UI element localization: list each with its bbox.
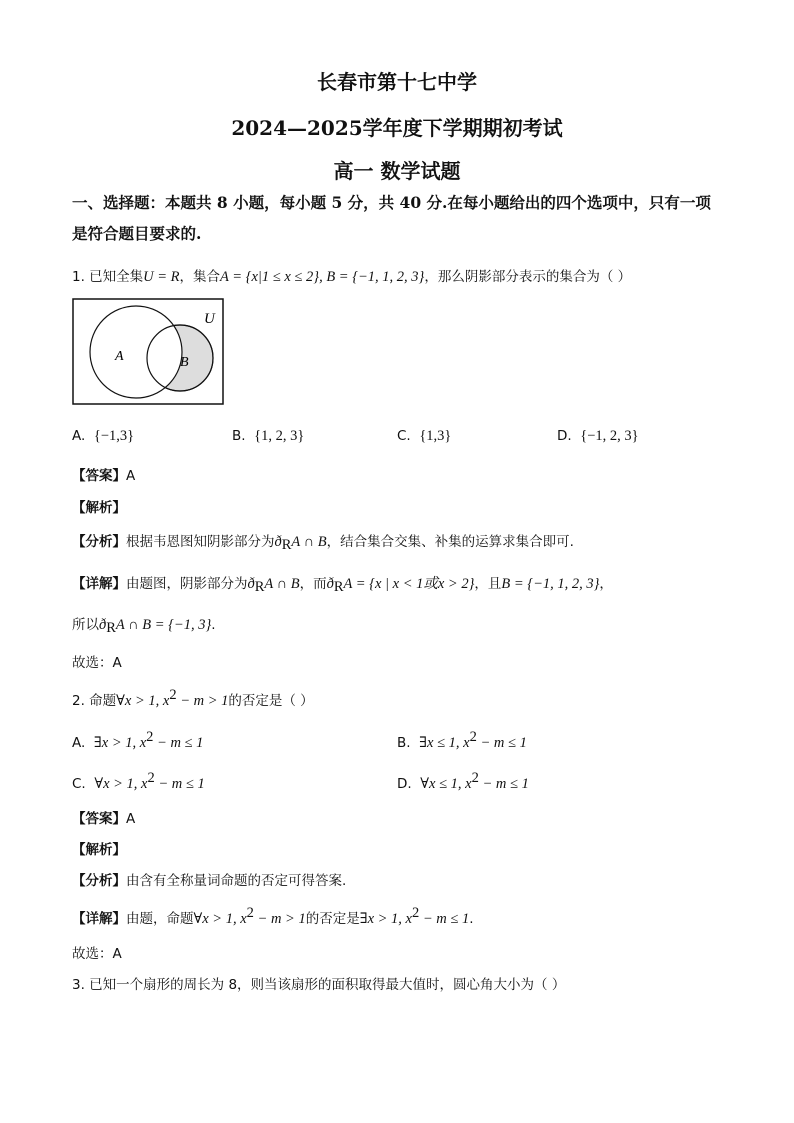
answer-value: A bbox=[126, 811, 136, 827]
q1-answer bbox=[72, 464, 135, 484]
option-value: − m ≤ 1 bbox=[476, 735, 527, 751]
detail-expression: A ∩ B bbox=[264, 576, 300, 592]
superscript: 2 bbox=[469, 729, 477, 745]
q1-set-b: , B = {−1, 1, 2, 3} bbox=[319, 269, 425, 285]
q1-stem-prefix: 1. 已知全集 bbox=[72, 269, 144, 285]
section-heading-line1: 一、选择题：本题共 8 小题，每小题 5 分，共 40 分.在每小题给出的四个选项中，只有一项 bbox=[72, 193, 711, 212]
complement-symbol: ð bbox=[326, 576, 334, 592]
detail-text: ， bbox=[599, 576, 613, 592]
option-value: {−1,3} bbox=[93, 428, 135, 444]
q1-detail bbox=[72, 572, 613, 596]
option-letter: A. bbox=[72, 735, 86, 751]
detail-text: ，而 bbox=[299, 576, 327, 592]
q2-answer bbox=[72, 807, 135, 827]
option-letter: B. bbox=[232, 428, 246, 444]
q2-stem-prefix: 2. 命题 bbox=[72, 693, 117, 709]
detail-expression: A = {x | x < 1或x > 2} bbox=[343, 576, 475, 592]
answer-tag: 【答案】 bbox=[72, 811, 126, 827]
fenxi-text: 根据韦恩图知阴影部分为 bbox=[126, 534, 275, 550]
superscript: 2 bbox=[169, 687, 177, 703]
fenxi-expression: A ∩ B bbox=[291, 534, 327, 550]
q1-stem-mid: ，集合 bbox=[179, 269, 221, 285]
q2-stem-math: − m > 1 bbox=[176, 693, 229, 709]
therefore-expression: A ∩ B = {−1, 3} bbox=[115, 617, 212, 633]
q1-analysis-tag: 【解析】 bbox=[72, 500, 126, 516]
fenxi-text-end: ，结合集合交集、补集的运算求集合即可. bbox=[326, 534, 574, 550]
q1-universe: U = R bbox=[143, 269, 180, 285]
superscript: 2 bbox=[147, 770, 155, 786]
q1-therefore bbox=[72, 613, 216, 637]
detail-text: 由题，命题 bbox=[126, 911, 194, 927]
option-letter: C. bbox=[397, 428, 411, 444]
superscript: 2 bbox=[146, 729, 154, 745]
set-a-circle bbox=[90, 306, 182, 398]
answer-value: A bbox=[126, 468, 136, 484]
detail-expression: ∃x > 1, x bbox=[359, 911, 412, 927]
option-letter: A. bbox=[72, 428, 86, 444]
therefore-text: 所以 bbox=[72, 617, 99, 633]
q1-option-d bbox=[557, 428, 639, 445]
venn-diagram bbox=[72, 298, 224, 406]
option-value: {1,3} bbox=[419, 428, 452, 444]
exam-title: 2024—2025学年度下学期期初考试 bbox=[231, 116, 563, 140]
detail-text: ，且 bbox=[474, 576, 502, 592]
q2-analysis-tag: 【解析】 bbox=[72, 842, 126, 858]
q2-option-c bbox=[72, 770, 205, 793]
detail-tag: 【详解】 bbox=[72, 576, 126, 592]
option-value: {1, 2, 3} bbox=[254, 428, 305, 444]
complement-subscript: R bbox=[333, 579, 344, 595]
q1-stem-suffix: ，那么阴影部分表示的集合为（ ） bbox=[424, 269, 632, 285]
detail-tag: 【详解】 bbox=[72, 911, 126, 927]
venn-label-b: B bbox=[180, 355, 189, 370]
fenxi-tag: 【分析】 bbox=[72, 873, 126, 889]
q2-option-b bbox=[397, 729, 527, 752]
venn-label-a: A bbox=[115, 349, 124, 364]
fenxi-tag: 【分析】 bbox=[72, 534, 126, 550]
option-value: ∃x > 1, x bbox=[93, 735, 147, 751]
q1-stem bbox=[72, 265, 631, 286]
section-heading-line2: 是符合题目要求的. bbox=[72, 224, 202, 243]
q3-stem: 3. 已知一个扇形的周长为 8，则当该扇形的面积取得最大值时，圆心角大小为（ ） bbox=[72, 977, 566, 993]
option-value: ∃x ≤ 1, x bbox=[419, 735, 470, 751]
option-value: − m ≤ 1 bbox=[154, 776, 205, 792]
venn-label-u: U bbox=[204, 311, 215, 327]
option-value: ∀x ≤ 1, x bbox=[420, 776, 472, 792]
q2-stem-math: ∀x > 1, x bbox=[116, 693, 170, 709]
q1-fenxi bbox=[72, 530, 574, 554]
school-title: 长春市第十七中学 bbox=[317, 70, 477, 94]
option-letter: B. bbox=[397, 735, 411, 751]
complement-symbol: ð bbox=[99, 617, 107, 633]
subject-title: 高一 数学试题 bbox=[333, 159, 461, 183]
detail-end: . bbox=[469, 911, 474, 927]
fenxi-text: 由含有全称量词命题的否定可得答案. bbox=[126, 873, 347, 889]
answer-tag: 【答案】 bbox=[72, 468, 126, 484]
option-letter: C. bbox=[72, 776, 86, 792]
option-value: − m ≤ 1 bbox=[478, 776, 529, 792]
superscript: 2 bbox=[471, 770, 479, 786]
q2-detail bbox=[72, 905, 474, 928]
complement-symbol: ð bbox=[274, 534, 282, 550]
superscript: 2 bbox=[246, 905, 254, 921]
q2-choice: 故选：A bbox=[72, 946, 122, 962]
option-value: − m ≤ 1 bbox=[153, 735, 204, 751]
option-letter: D. bbox=[397, 776, 412, 792]
q2-option-d bbox=[397, 770, 529, 793]
detail-expression: ∀x > 1, x bbox=[193, 911, 247, 927]
q1-choice: 故选：A bbox=[72, 655, 122, 671]
complement-subscript: R bbox=[281, 537, 292, 553]
q1-option-b bbox=[232, 428, 304, 445]
q1-option-c bbox=[397, 428, 451, 445]
option-value: {−1, 2, 3} bbox=[580, 428, 639, 444]
q1-set-a: A = {x|1 ≤ x ≤ 2} bbox=[220, 269, 320, 285]
q2-stem bbox=[72, 687, 314, 710]
detail-text: 由题图，阴影部分为 bbox=[126, 576, 248, 592]
complement-subscript: R bbox=[254, 579, 265, 595]
detail-expression: B = {−1, 1, 2, 3} bbox=[501, 576, 600, 592]
therefore-end: . bbox=[211, 617, 216, 633]
detail-expression: − m > 1 bbox=[253, 911, 306, 927]
superscript: 2 bbox=[412, 905, 420, 921]
q2-stem-suffix: 的否定是（ ） bbox=[228, 693, 314, 709]
complement-subscript: R bbox=[106, 620, 116, 636]
detail-expression: − m ≤ 1 bbox=[419, 911, 470, 927]
option-value: ∀x > 1, x bbox=[94, 776, 148, 792]
option-letter: D. bbox=[557, 428, 572, 444]
detail-text: 的否定是 bbox=[305, 911, 360, 927]
q2-fenxi bbox=[72, 869, 346, 889]
q1-option-a bbox=[72, 428, 134, 445]
complement-symbol: ð bbox=[247, 576, 255, 592]
q2-option-a bbox=[72, 729, 203, 752]
